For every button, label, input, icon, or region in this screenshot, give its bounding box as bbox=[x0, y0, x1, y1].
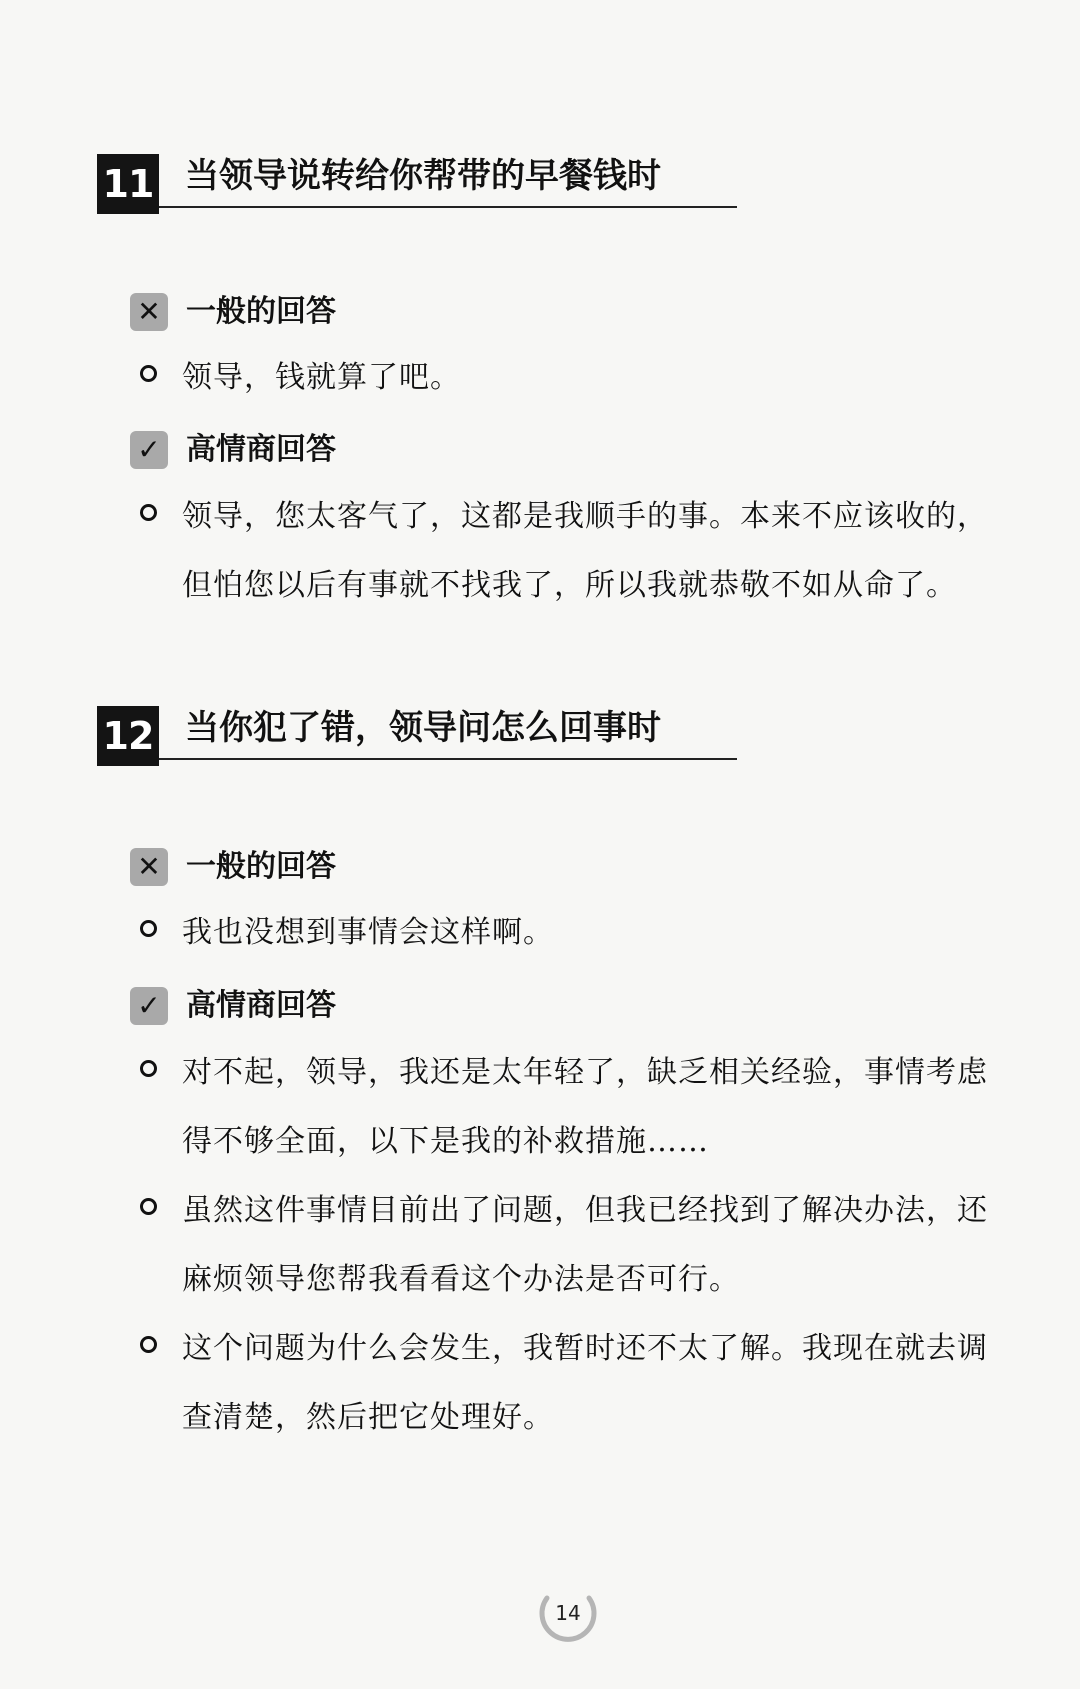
section-heading bbox=[97, 700, 737, 770]
cross-icon: ✕ bbox=[130, 848, 168, 886]
section-title: 当你犯了错，领导问怎么回事时 bbox=[185, 708, 661, 748]
bullet-circle-icon bbox=[140, 504, 157, 521]
bullet-circle-icon bbox=[140, 1336, 157, 1353]
section-heading bbox=[97, 148, 737, 218]
answer-text: 这个问题为什么会发生，我暂时还不太了解。我现在就去调查清楚，然后把它处理好。 bbox=[182, 1331, 988, 1435]
answer-text: 我也没想到事情会这样啊。 bbox=[182, 915, 554, 950]
answer-text: 虽然这件事情目前出了问题，但我已经找到了解决办法，还麻烦领导您帮我看看这个办法是否可行。 bbox=[182, 1193, 988, 1297]
high-eq-answer-title: 高情商回答 bbox=[186, 432, 336, 467]
bullet-circle-icon bbox=[140, 365, 157, 382]
heading-underline bbox=[159, 206, 737, 208]
page-number: 14 bbox=[555, 1601, 581, 1625]
bullet-circle-icon bbox=[140, 1198, 157, 1215]
answer-text: 对不起，领导，我还是太年轻了，缺乏相关经验，事情考虑得不够全面，以下是我的补救措施…… bbox=[182, 1055, 988, 1159]
answer-text: 领导，钱就算了吧。 bbox=[182, 360, 461, 395]
section-title: 当领导说转给你帮带的早餐钱时 bbox=[185, 156, 661, 196]
section-number: 11 bbox=[97, 154, 159, 214]
high-eq-answer-title: 高情商回答 bbox=[186, 988, 336, 1023]
bullet-circle-icon bbox=[140, 920, 157, 937]
cross-icon: ✕ bbox=[130, 293, 168, 331]
section-number: 12 bbox=[97, 706, 159, 766]
general-answer-title: 一般的回答 bbox=[186, 849, 336, 884]
section-11 bbox=[97, 148, 737, 218]
heading-underline bbox=[159, 758, 737, 760]
answer-text: 领导，您太客气了，这都是我顺手的事。本来不应该收的，但怕您以后有事就不找我了，所以我就恭敬不如从命了。 bbox=[182, 499, 988, 603]
check-icon: ✓ bbox=[130, 987, 168, 1025]
bullet-circle-icon bbox=[140, 1060, 157, 1077]
check-icon: ✓ bbox=[130, 431, 168, 469]
section-12 bbox=[97, 700, 737, 770]
page-number-badge bbox=[537, 1582, 599, 1644]
general-answer-title: 一般的回答 bbox=[186, 294, 336, 329]
